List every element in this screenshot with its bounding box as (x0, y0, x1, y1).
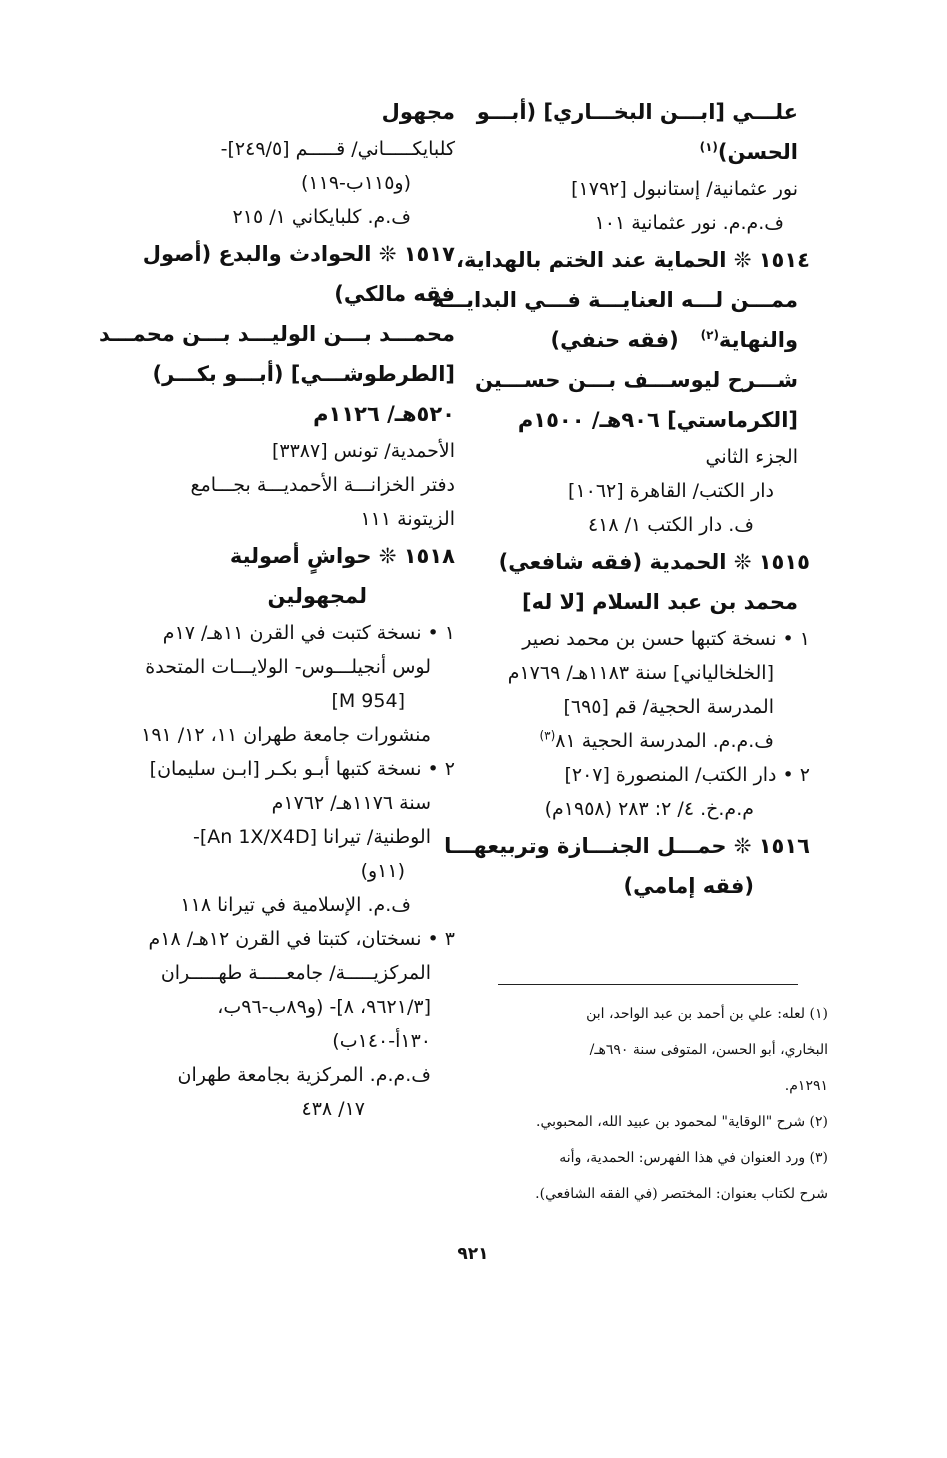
shelfmark: [M 954] (331, 690, 405, 712)
entry-author: محمـــد بـــن الوليـــد بـــن محمـــد (98, 322, 455, 346)
subject-label: (فقه حنفي) (550, 328, 679, 352)
entry-date: ٥٢٠هـ/ ١١٢٦م (313, 402, 455, 426)
footnote-ref: (١) (699, 140, 718, 154)
catalog-ref: م.م.خ. ٤/ ٢: ٢٨٣ (١٩٥٨م) (544, 798, 754, 820)
left-column (98, 92, 455, 1126)
subject-label: (فقه إمامي) (623, 874, 754, 898)
manuscript-location: نور عثمانية/ إستانبول [١٧٩٢] (571, 178, 798, 200)
manuscript-location: لوس أنجيلـــوس- الولايـــات المتحدة (145, 656, 431, 678)
catalog-ref: دفتر الخزانـــة الأحمديـــة بجـــامع (190, 474, 455, 496)
title-text: والنهاية (718, 328, 798, 352)
footnote-ref: (٣) (539, 728, 556, 743)
footnote-1-cont: البخاري، أبو الحسن، المتوفى سنة ٦٩٠هـ/ (589, 1042, 828, 1058)
entry-author: محمد بن عبد السلام [لا له] (522, 590, 798, 614)
copy-item: ١ • نسخة كتبها حسن بن محمد نصير (522, 628, 810, 650)
catalog-ref: ف. دار الكتب ١/ ٤١٨ (587, 514, 754, 536)
copy-item: ٣ • نسختان، كتبتا في القرن ١٢هـ/ ١٨م (148, 928, 455, 950)
folio-ref: ١٣٠أ-١٤٠ب) (332, 1030, 431, 1052)
catalog-ref: ف.م.م. المركزية بجامعة طهران (177, 1064, 431, 1086)
catalog-ref-cont: الزيتونة ١١١ (360, 508, 455, 530)
copy-item: ١ • نسخة كتبت في القرن ١١هـ/ ١٧م (162, 622, 455, 644)
manuscript-location: المدرسة الحجية/ قم [٦٩٥] (563, 696, 774, 718)
entry-author-cont: [الطرطوشـــي] (أبـــو بكـــر) (152, 362, 455, 386)
manuscript-location: الأحمدية/ تونس [٣٣٨٧] (271, 440, 455, 462)
catalog-ref: ف.م. كلبايكاني ١/ ٢١٥ (232, 206, 411, 228)
copy-detail: [الخلخالياني] سنة ١١٨٣هـ/ ١٧٦٩م (507, 662, 774, 684)
footnotes (498, 996, 828, 1212)
entry-title-cont: لمجهولين (267, 584, 367, 608)
entry-title-cont: ممـــن لـــه العنايـــة فـــي البدايـــة (431, 288, 798, 312)
catalog-ref: منشورات جامعة طهران ١١، ١٢/ ١٩١ (141, 724, 431, 746)
shelfmark: [٩٦٢١/٣، ٨]- (و٨٩ب-٩٦ب، (217, 996, 431, 1018)
entry-author-cont: [الكرماستي] ٩٠٦هـ/ ١٥٠٠م (517, 408, 798, 432)
entry-title: ١٥١٦ ❊ حمـــل الجنـــازة وتربيعهـــا (444, 834, 810, 858)
catalog-ref (498, 724, 798, 758)
footnote-1-cont: ١٢٩١م. (784, 1078, 828, 1094)
entry-author: مجهول (381, 100, 455, 124)
manuscript-location: الوطنية/ تيرانا [An 1X/X4D]- (192, 826, 431, 848)
copy-item: ٢ • نسخة كتبها أبـو بكـر [ابـن سليمان] (149, 758, 455, 780)
entry-title: ١٥١٨ ❊ حواشٍ أصولية (229, 544, 455, 568)
folio-ref: (و١١٥ب-١١٩) (300, 172, 411, 194)
copy-item: ٢ • دار الكتب/ المنصورة [٢٠٧] (564, 764, 810, 786)
right-column (431, 92, 810, 906)
manuscript-location: المركزيـــــة/ جامعـــــة طهـــــران (160, 962, 431, 984)
manuscript-part: الجزء الثاني (705, 446, 798, 468)
footnote-2: (٢) شرح "الوقاية" لمحمود بن عبيد الله، المحبوبي. (536, 1114, 828, 1130)
footnote-1: (١) لعله: علي بن أحمد بن عبد الواحد، ابن (586, 1006, 828, 1022)
folio-ref: (١١و) (360, 860, 405, 882)
entry-title-cont (498, 320, 798, 360)
entry-title-cont: فقه مالكي) (334, 282, 455, 306)
entry-title: ١٥١٥ ❊ الحمدية (فقه شافعي) (498, 550, 810, 574)
copy-detail: سنة ١١٧٦هـ/ ١٧٦٢م (271, 792, 431, 814)
manuscript-location: كلبايكـــــاني/ قـــــم [٢٤٩/٥]- (220, 138, 455, 160)
footnote-divider (498, 984, 798, 985)
page-number: ٩٢١ (457, 1244, 489, 1264)
entry-author: شـــرح ليوســـف بـــن حســـين (475, 368, 798, 392)
entry-author: علـــي [ابـــن البخـــاري] (أبـــو (476, 100, 798, 124)
entry-title: ١٥١٤ ❊ الحماية عند الختم بالهداية، (456, 248, 810, 272)
footnote-ref: (٢) (700, 328, 719, 342)
footnote-3-cont: شرح لكتاب بعنوان: المختصر (في الفقه الشافعي). (535, 1186, 828, 1202)
catalog-text: ف.م.م. المدرسة الحجية ٨١ (555, 730, 774, 752)
author-text: الحسن) (717, 140, 798, 164)
catalog-ref: ف.م.م. نور عثمانية ١٠١ (594, 212, 784, 234)
manuscript-location: دار الكتب/ القاهرة [١٠٦٢] (568, 480, 774, 502)
entry-title: ١٥١٧ ❊ الحوادث والبدع (أصول (142, 242, 455, 266)
catalog-ref: ف.م. الإسلامية في تيرانا ١١٨ (180, 894, 411, 916)
catalog-ref-cont: ١٧/ ٤٣٨ (301, 1098, 365, 1120)
footnote-3: (٣) ورد العنوان في هذا الفهرس: الحمدية، وأنه (559, 1150, 828, 1166)
entry-author-cont (498, 132, 798, 172)
